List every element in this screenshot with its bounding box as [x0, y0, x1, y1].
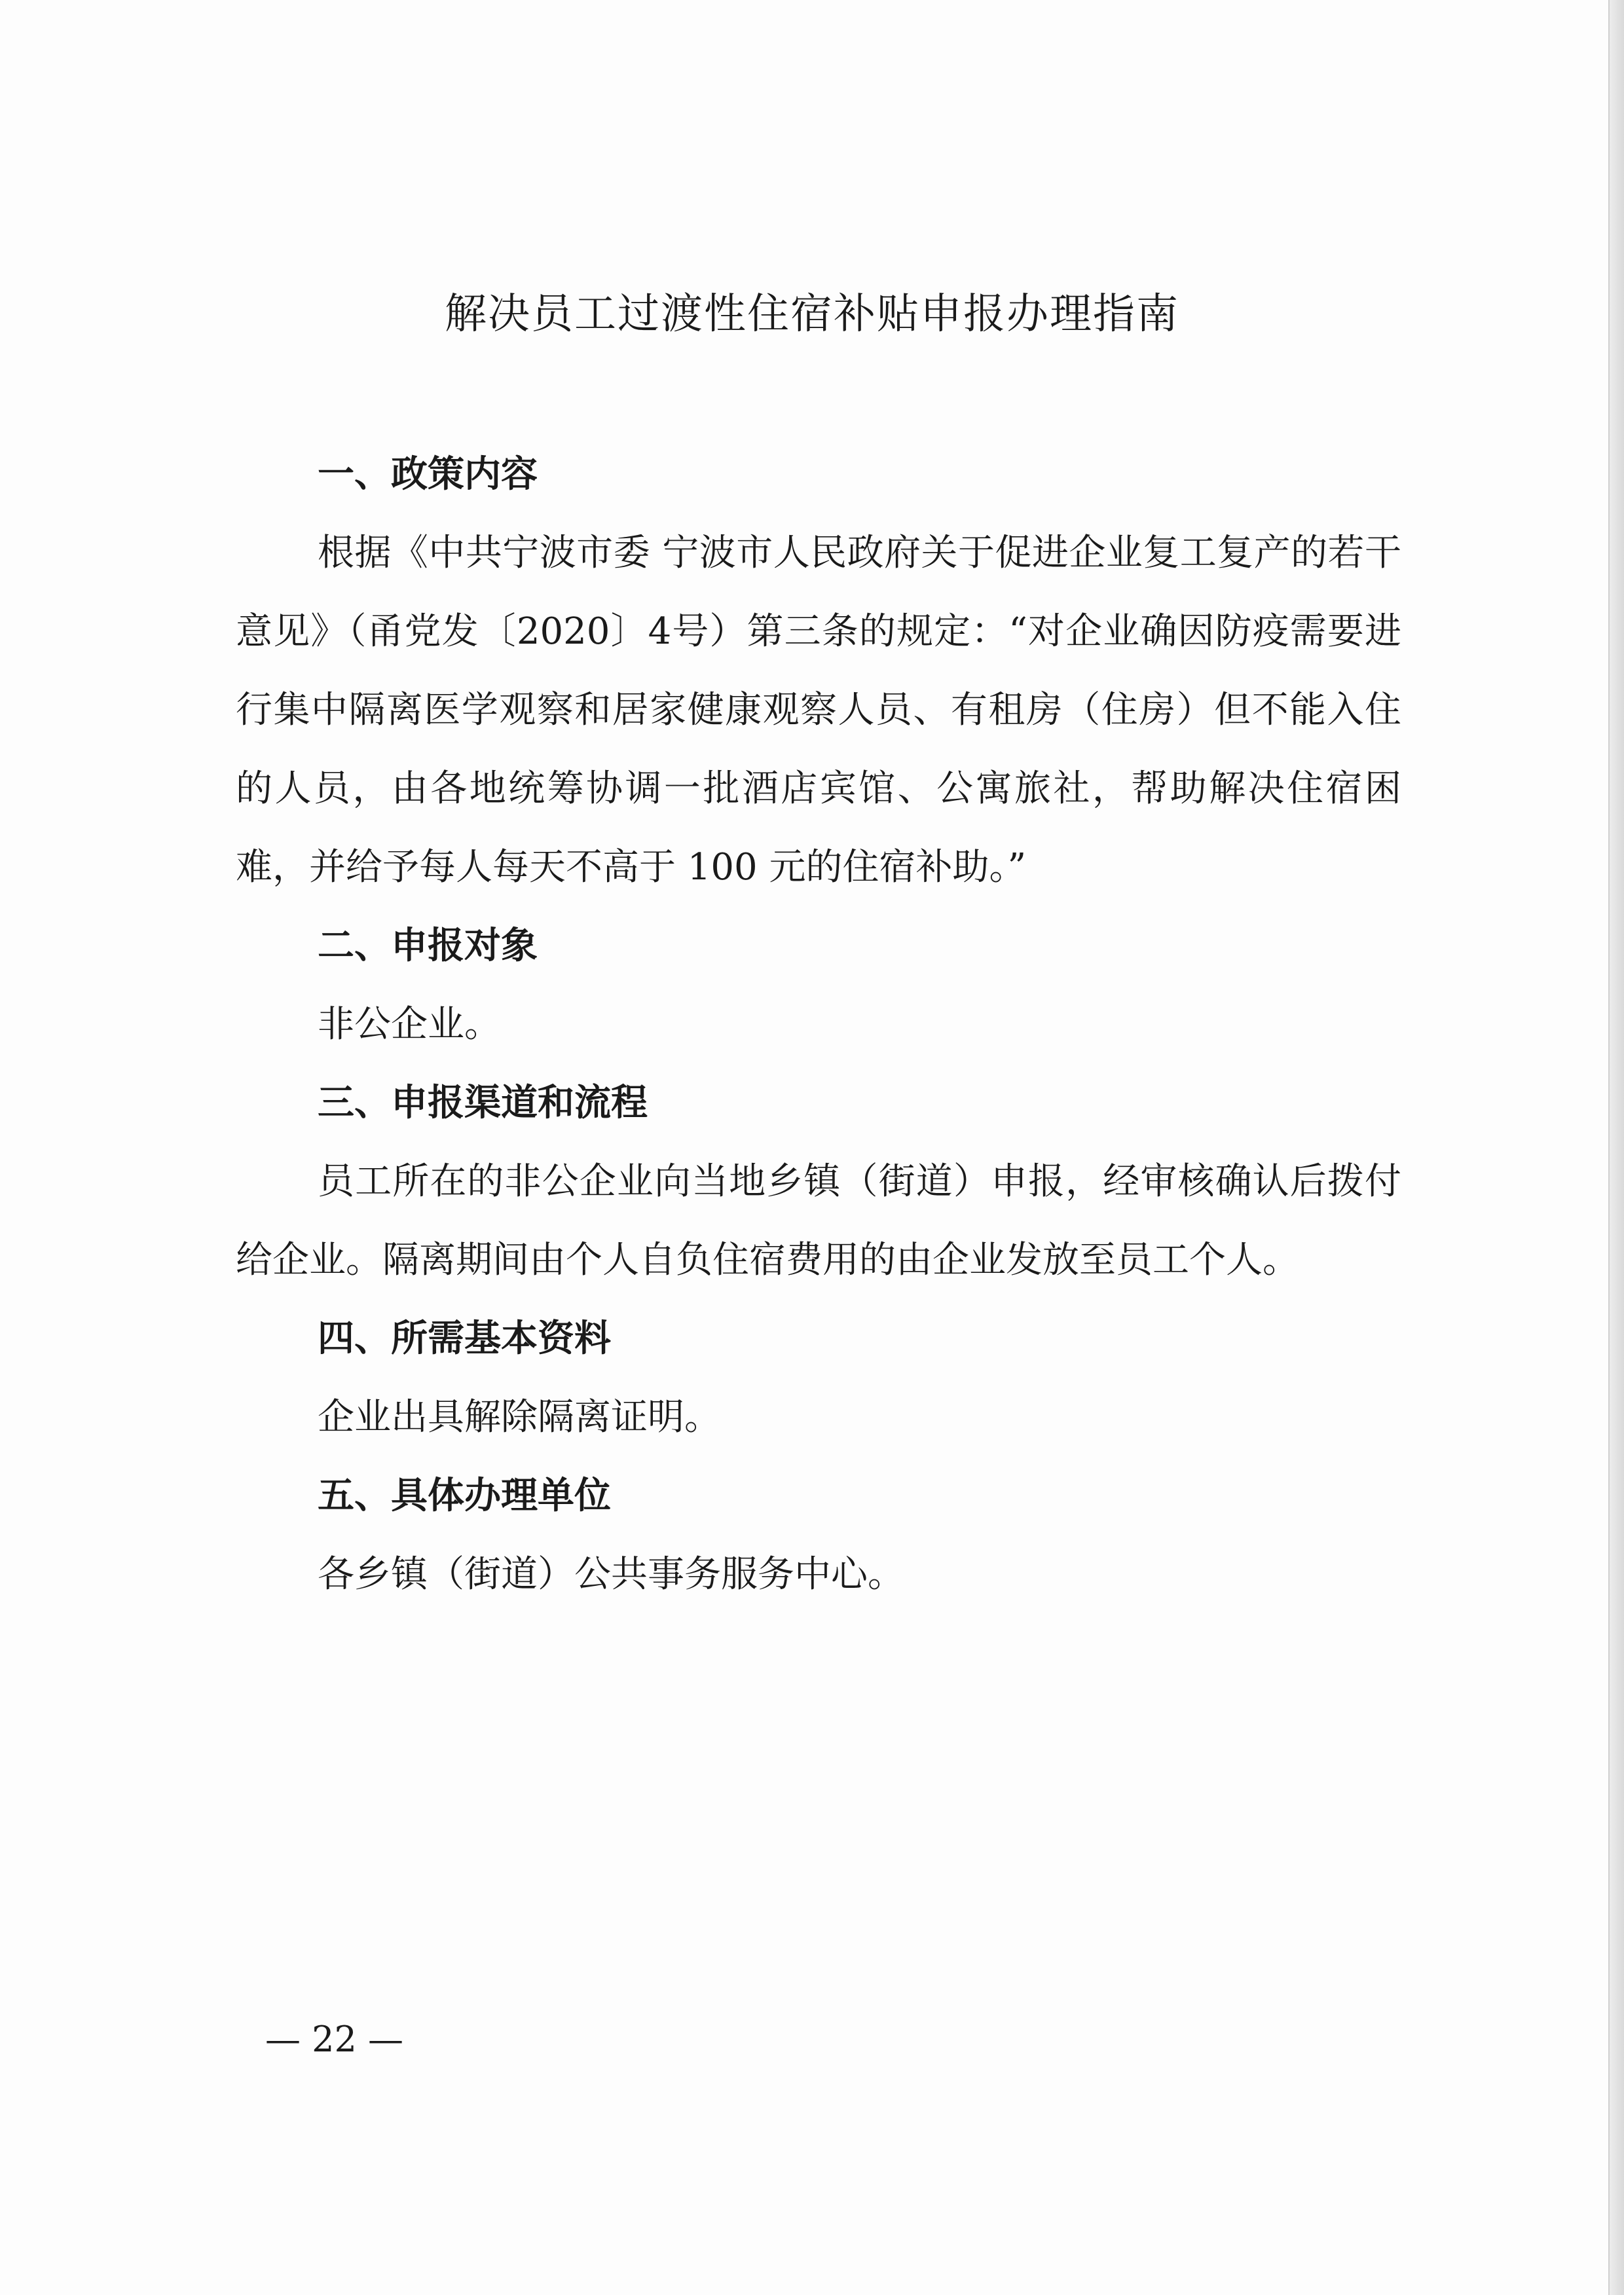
section-heading-process: 三、申报渠道和流程: [318, 1082, 648, 1124]
section-heading-office: 五、具体办理单位: [318, 1475, 611, 1517]
section-heading-materials: 四、所需基本资料: [318, 1317, 611, 1360]
page-title: 解决员工过渡性住宿补贴申报办理指南: [445, 290, 1179, 339]
section-body-materials: 企业出具解除隔离证明。: [318, 1396, 721, 1439]
section-body-applicants: 非公企业。: [318, 1003, 501, 1046]
section-body-policy: 根据《中共宁波市委 宁波市人民政府关于促进企业复工复产的若干意见》（甬党发〔2020〕4号）第三条的规定：“对企业确因防疫需要进行集中隔离医学观察和居家健康观察人员、有租房（住房）但不能入住的人员，由各地统筹协调一批酒店宾馆、公寓旅社，帮助解决住宿困难，并给予每人每天不高于 100 元的住宿补助。”: [236, 532, 1401, 889]
section-heading-applicants: 二、申报对象: [318, 925, 538, 967]
section-body-office: 各乡镇（街道）公共事务服务中心。: [318, 1553, 904, 1596]
document-body: [236, 435, 1401, 1614]
section-heading-policy: 一、政策内容: [318, 453, 538, 496]
section-body-process: 员工所在的非公企业向当地乡镇（街道）申报，经审核确认后拨付给企业。隔离期间由个人自负住宿费用的由企业发放至员工个人。: [236, 1160, 1401, 1281]
page-number: — 22 —: [265, 2019, 404, 2060]
